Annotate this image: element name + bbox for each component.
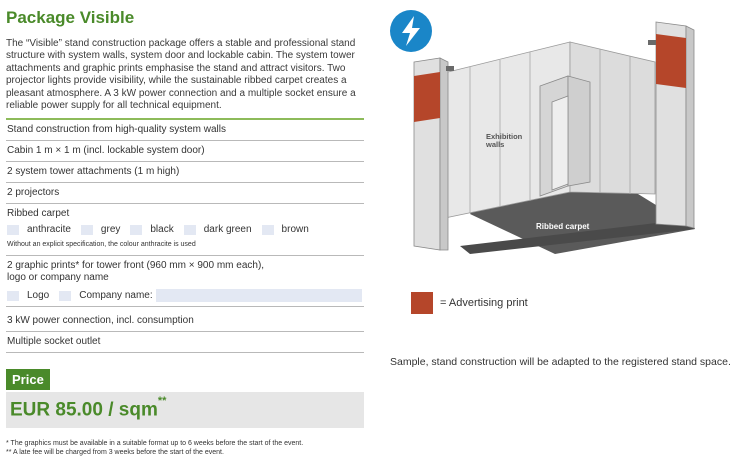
item-carpet: Ribbed carpet [7, 208, 70, 220]
checkbox-dark-green[interactable] [184, 225, 196, 235]
item-prints-section [6, 256, 364, 307]
carpet-option-brown[interactable] [262, 224, 309, 236]
stand-illustration [400, 14, 720, 259]
carpet-option-anthracite[interactable] [7, 224, 71, 236]
package-description [6, 6, 364, 457]
item-cabin: Cabin 1 m × 1 m (incl. lockable system door) [6, 141, 364, 162]
intro-text: The “Visible” stand construction package offers a stable and professional stand structure with system walls, system door and lockable cabin. The system tower attachments and graphic prints emphasise the stand and attract visitors. Two projector lights provide visibility, while the sustainable ribbed carpet creates a pleasant atmosphere. A 3 kW power connection and a multiple socket ensure a reliable power supply for all technical equipment. [6, 38, 356, 112]
item-towers: 2 system tower attachments (1 m high) [6, 162, 364, 183]
item-prints-line1: 2 graphic prints* for tower front (960 mm × 900 mm each), [7, 260, 265, 272]
print-option-logo[interactable] [7, 290, 49, 302]
carpet-option-label: dark green [203, 224, 252, 236]
print-options [7, 289, 363, 302]
walls-label-line1: Exhibition [486, 132, 523, 141]
legend-swatch [411, 292, 433, 314]
price-label: Price [6, 369, 50, 390]
logo-label: Logo [27, 289, 50, 301]
walls-label-line2: walls [486, 140, 505, 149]
carpet-default-note: Without an explicit specification, the colour anthracite is used [7, 241, 196, 249]
checkbox-company-name[interactable] [59, 291, 71, 301]
carpet-label: Ribbed carpet [536, 222, 590, 231]
checkbox-grey[interactable] [81, 225, 93, 235]
checkbox-black[interactable] [130, 225, 142, 235]
price-footnote-mark: ** [157, 395, 167, 408]
footnote-graphics: * The graphics must be available in a suitable format up to 6 weeks before the start of the event. [6, 440, 304, 448]
footnote-late-fee: ** A late fee will be charged from 3 weeks before the start of the event. [6, 449, 224, 457]
legend [411, 292, 528, 314]
footnotes [6, 439, 364, 457]
checkbox-anthracite[interactable] [7, 225, 19, 235]
carpet-option-grey[interactable] [81, 224, 120, 236]
carpet-option-label: brown [281, 224, 309, 236]
advertising-print-right [656, 34, 686, 88]
item-projectors: 2 projectors [6, 183, 364, 204]
company-label: Company name: [79, 289, 153, 301]
print-option-company[interactable] [59, 289, 361, 302]
legend-text: = Advertising print [440, 297, 528, 309]
item-socket: Multiple socket outlet [6, 332, 364, 353]
checkbox-brown[interactable] [262, 225, 274, 235]
price-amount: EUR 85.00 / sqm [10, 399, 158, 421]
page-title: Package Visible [6, 8, 135, 27]
carpet-option-label: grey [100, 224, 121, 236]
sample-note: Sample, stand construction will be adapted to the registered stand space. [390, 356, 731, 368]
item-power: 3 kW power connection, incl. consumption [6, 311, 364, 332]
carpet-option-label: anthracite [27, 224, 71, 236]
carpet-option-black[interactable] [130, 224, 173, 236]
company-name-input[interactable] [156, 289, 362, 302]
item-carpet-section [6, 204, 364, 256]
price-box [6, 392, 364, 428]
checkbox-logo[interactable] [7, 291, 19, 301]
item-prints-line2: logo or company name [7, 272, 109, 284]
item-walls: Stand construction from high-quality system walls [6, 120, 364, 141]
advertising-print-left [414, 72, 440, 122]
carpet-color-options [7, 224, 363, 236]
carpet-option-label: black [150, 224, 174, 236]
carpet-option-dark-green[interactable] [184, 224, 252, 236]
price-value [10, 395, 167, 421]
